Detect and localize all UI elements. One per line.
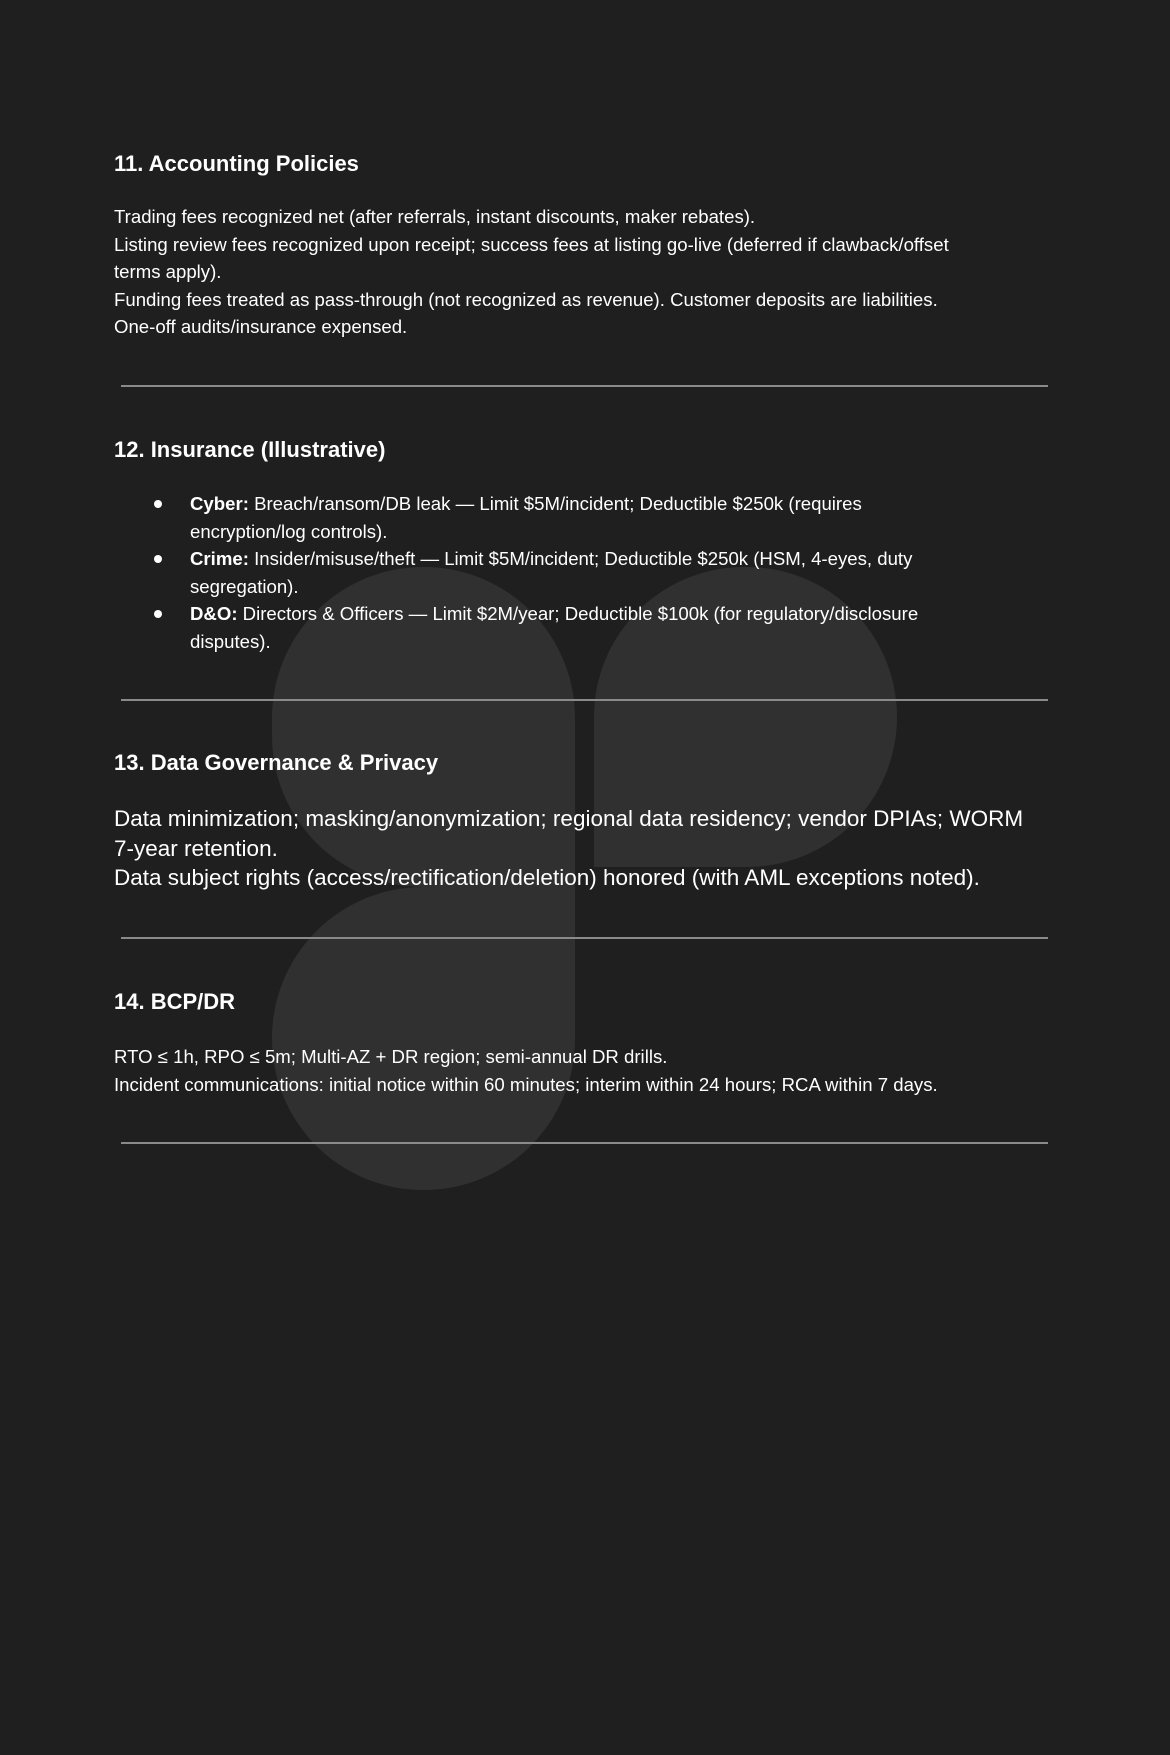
section-divider — [121, 937, 1048, 939]
section-heading-insurance: 12. Insurance (Illustrative) — [114, 437, 386, 462]
text-line: Listing review fees recognized upon receipt; success fees at listing go-live (deferred if clawback/offset — [114, 233, 949, 255]
section-divider — [121, 1142, 1048, 1144]
section-heading-bcp-dr: 14. BCP/DR — [114, 989, 236, 1014]
text-line: Data minimization; masking/anonymization; regional data residency; vendor DPIAs; WORM — [114, 806, 1024, 831]
item-text: disputes). — [190, 630, 271, 652]
insurance-list — [114, 490, 1054, 655]
item-label: D&O: — [190, 603, 238, 624]
text-line: Data subject rights (access/rectification/deletion) honored (with AML exceptions noted). — [114, 865, 980, 890]
list-item-cyber — [114, 490, 1054, 545]
item-text: Insider/misuse/theft — Limit $5M/incident; Deductible $250k (HSM, 4-eyes, duty — [248, 548, 913, 569]
bcp-dr-text — [114, 1043, 1054, 1098]
text-line: Funding fees treated as pass-through (not recognized as revenue). Customer deposits are liabilities. — [114, 288, 938, 310]
item-label: Crime: — [190, 548, 249, 569]
section-divider — [121, 385, 1048, 387]
item-text: Breach/ransom/DB leak — Limit $5M/incident; Deductible $250k (requires — [248, 493, 862, 514]
section-divider — [121, 699, 1048, 701]
list-item-d-and-o — [114, 600, 1054, 655]
item-label: Cyber: — [190, 493, 249, 514]
bullet-icon — [154, 610, 162, 618]
text-line: Incident communications: initial notice within 60 minutes; interim within 24 hours; RCA within 7 days. — [114, 1073, 938, 1095]
text-line: RTO ≤ 1h, RPO ≤ 5m; Multi-AZ + DR region; semi-annual DR drills. — [114, 1046, 668, 1067]
data-governance-text — [114, 804, 1054, 893]
bullet-icon — [154, 555, 162, 563]
text-line: terms apply). — [114, 261, 222, 282]
item-text: encryption/log controls). — [190, 520, 388, 542]
text-line: Trading fees recognized net (after referrals, instant discounts, maker rebates). — [114, 206, 756, 227]
item-text: Directors & Officers — Limit $2M/year; Deductible $100k (for regulatory/disclosure — [237, 603, 919, 624]
text-line: One-off audits/insurance expensed. — [114, 316, 408, 337]
section-heading-accounting-policies: 11. Accounting Policies — [114, 151, 359, 176]
item-text: segregation). — [190, 575, 299, 597]
list-item-crime — [114, 545, 1054, 600]
accounting-policies-text — [114, 203, 1054, 341]
text-line: 7-year retention. — [114, 835, 278, 861]
section-heading-data-governance: 13. Data Governance & Privacy — [114, 750, 439, 775]
bullet-icon — [154, 500, 162, 508]
